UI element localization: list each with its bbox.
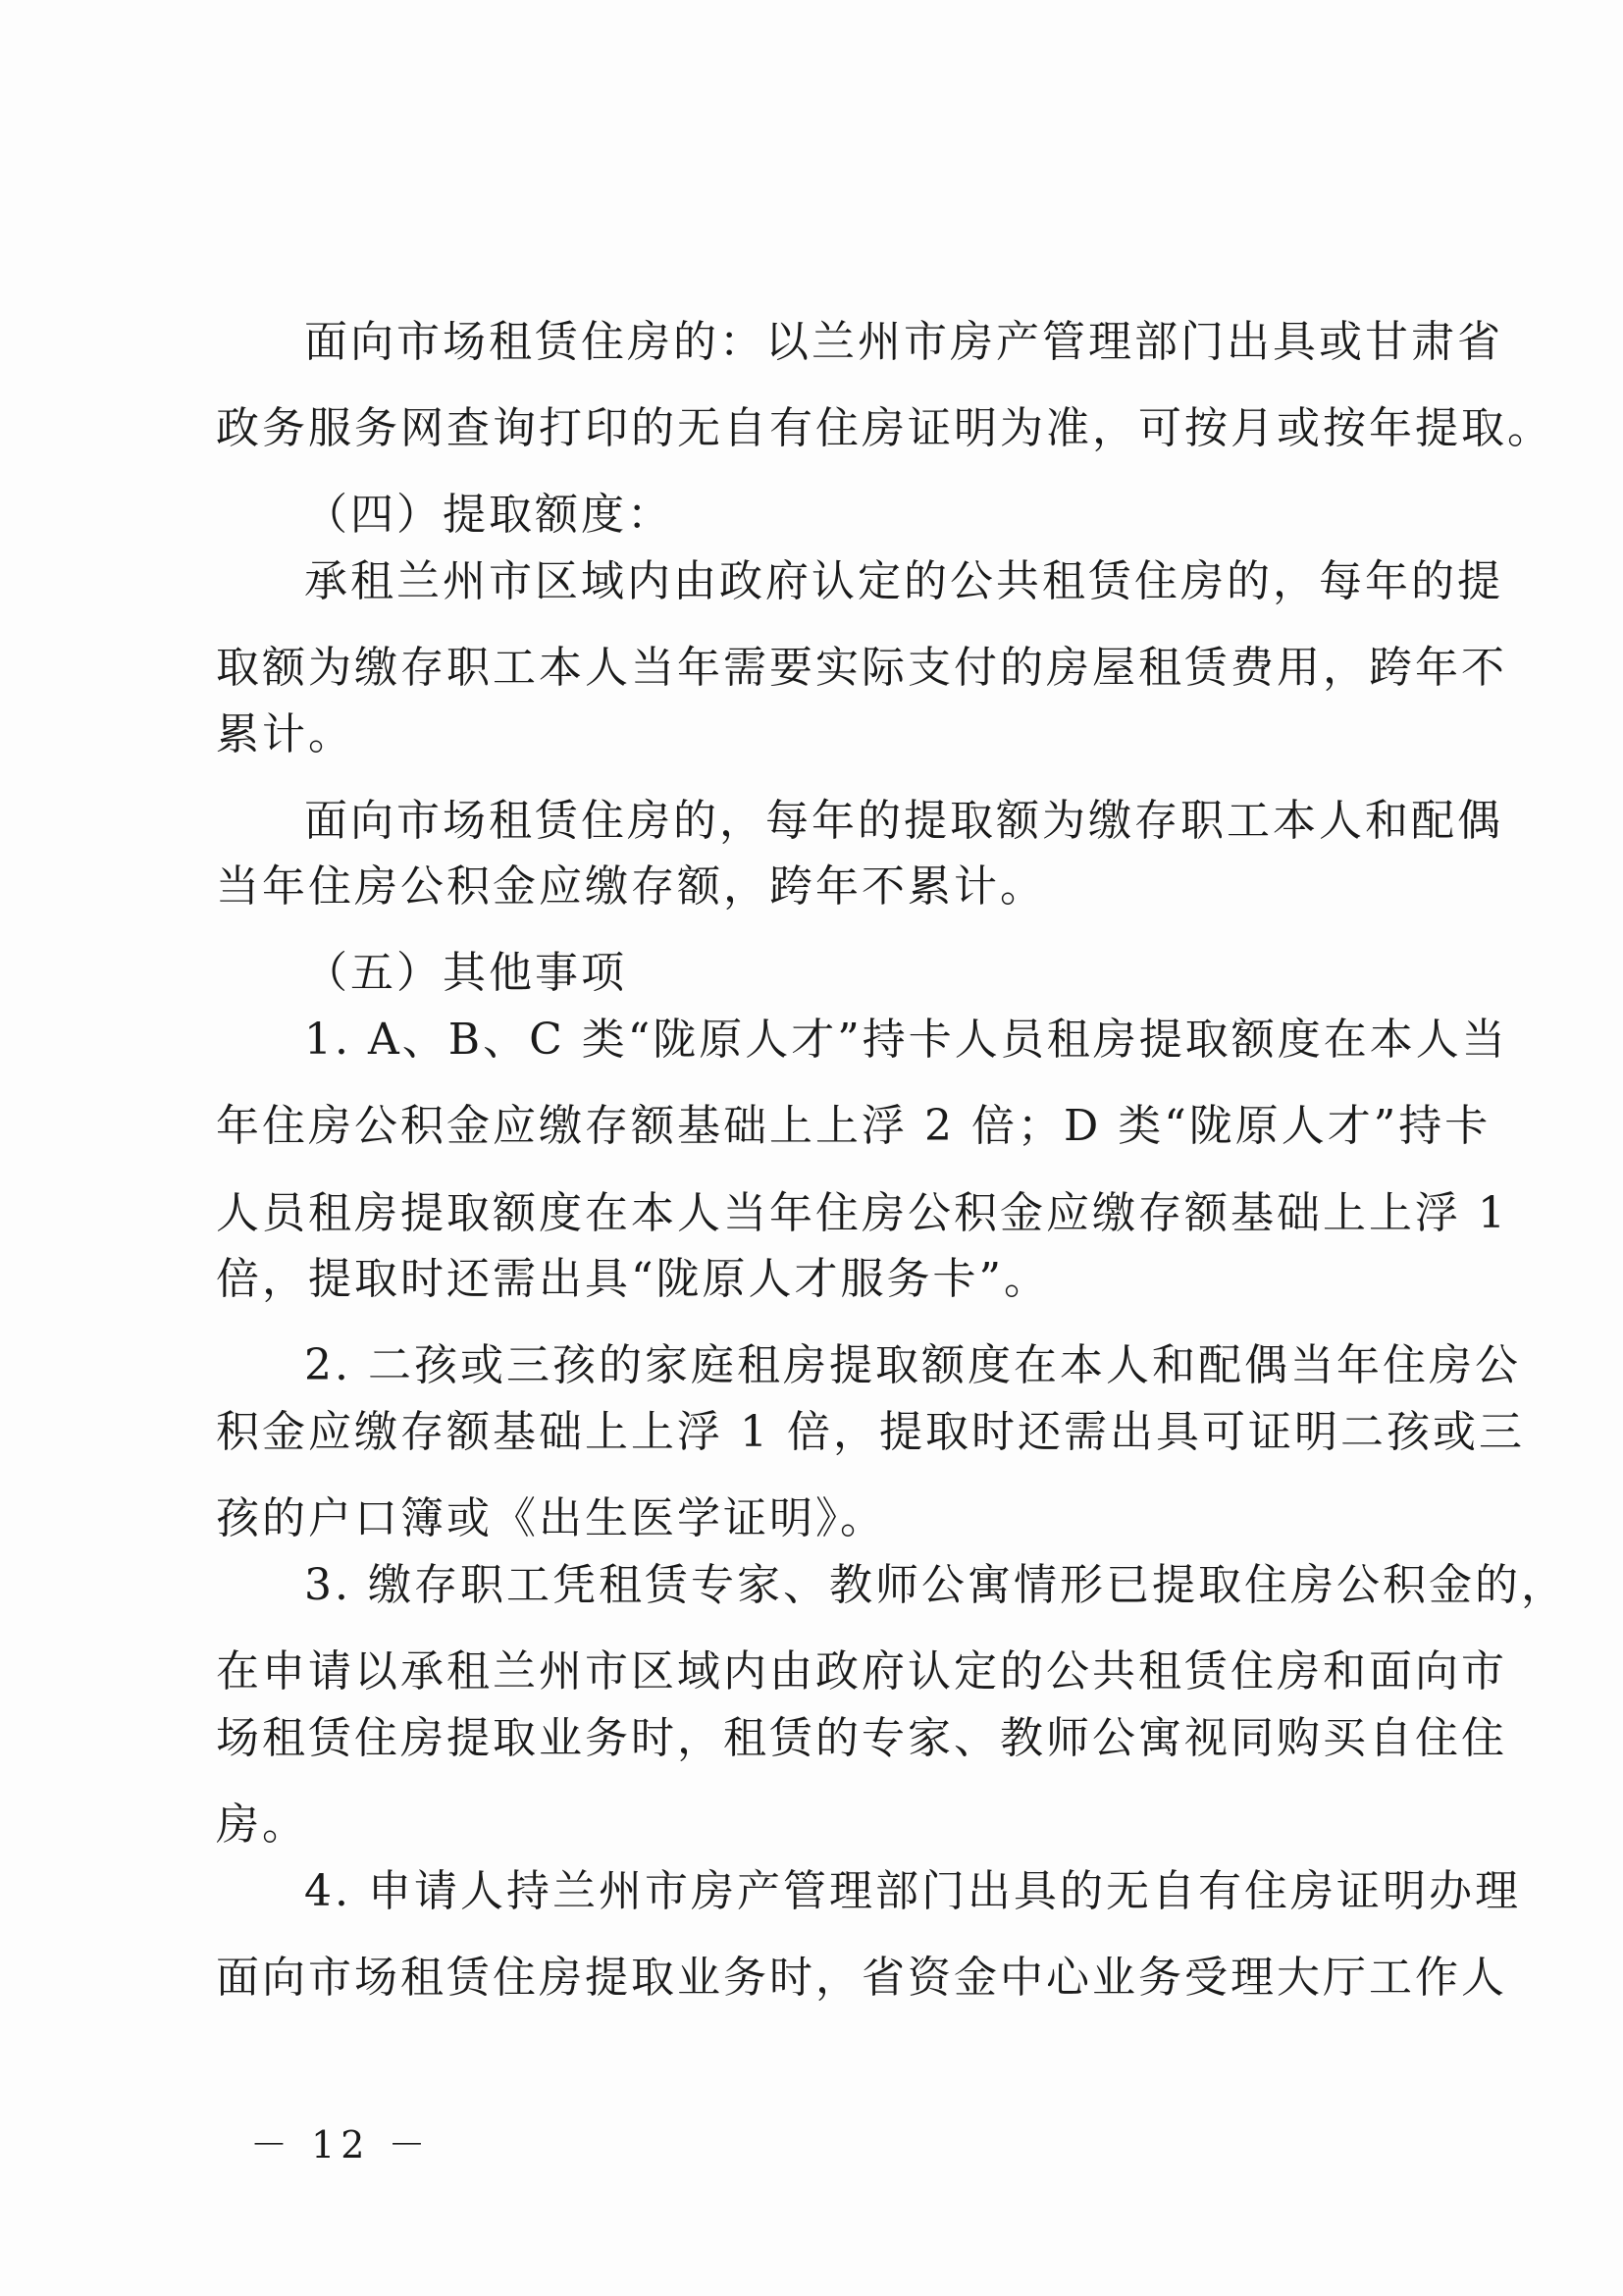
text-line: 孩的户口簿或《出生医学证明》。 bbox=[216, 1493, 886, 1543]
text-line: 面向市场租赁住房提取业务时，省资金中心业务受理大厅工作人 bbox=[216, 1953, 1507, 2003]
text-line: 房。 bbox=[216, 1800, 308, 1850]
page-number: － 12 － bbox=[250, 2123, 432, 2166]
text-line: 积金应缴存额基础上上浮 1 倍，提取时还需出具可证明二孩或三 bbox=[216, 1407, 1525, 1457]
text-line: 3. 缴存职工凭租赁专家、教师公寓情形已提取住房公积金的， bbox=[304, 1560, 1567, 1610]
section-heading: （四）提取额度： bbox=[304, 490, 673, 540]
text-line: 场租赁住房提取业务时，租赁的专家、教师公寓视同购买自住住 bbox=[216, 1713, 1507, 1763]
text-line: 政务服务网查询打印的无自有住房证明为准，可按月或按年提取。 bbox=[216, 403, 1553, 453]
text-line: 在申请以承租兰州市区域内由政府认定的公共租赁住房和面向市 bbox=[216, 1646, 1507, 1696]
section-heading: （五）其他事项 bbox=[304, 948, 627, 998]
text-line: 人员租房提取额度在本人当年住房公积金应缴存额基础上上浮 1 bbox=[216, 1188, 1508, 1238]
text-line: 2. 二孩或三孩的家庭租房提取额度在本人和配偶当年住房公 bbox=[304, 1340, 1521, 1390]
text-line: 面向市场租赁住房的：以兰州市房产管理部门出具或甘肃省 bbox=[304, 317, 1503, 367]
text-line: 年住房公积金应缴存额基础上上浮 2 倍；D 类“陇原人才”持卡 bbox=[216, 1101, 1492, 1151]
text-line: 1. A、B、C 类“陇原人才”持卡人员租房提取额度在本人当 bbox=[304, 1015, 1508, 1065]
text-line: 当年住房公积金应缴存额，跨年不累计。 bbox=[216, 861, 1046, 912]
text-line: 承租兰州市区域内由政府认定的公共租赁住房的，每年的提 bbox=[304, 556, 1503, 606]
text-line: 倍，提取时还需出具“陇原人才服务卡”。 bbox=[216, 1254, 1050, 1304]
text-line: 面向市场租赁住房的，每年的提取额为缴存职工本人和配偶 bbox=[304, 796, 1503, 846]
text-line: 4. 申请人持兰州市房产管理部门出具的无自有住房证明办理 bbox=[304, 1866, 1521, 1916]
text-line: 累计。 bbox=[216, 709, 354, 759]
text-line: 取额为缴存职工本人当年需要实际支付的房屋租赁费用，跨年不 bbox=[216, 643, 1507, 693]
